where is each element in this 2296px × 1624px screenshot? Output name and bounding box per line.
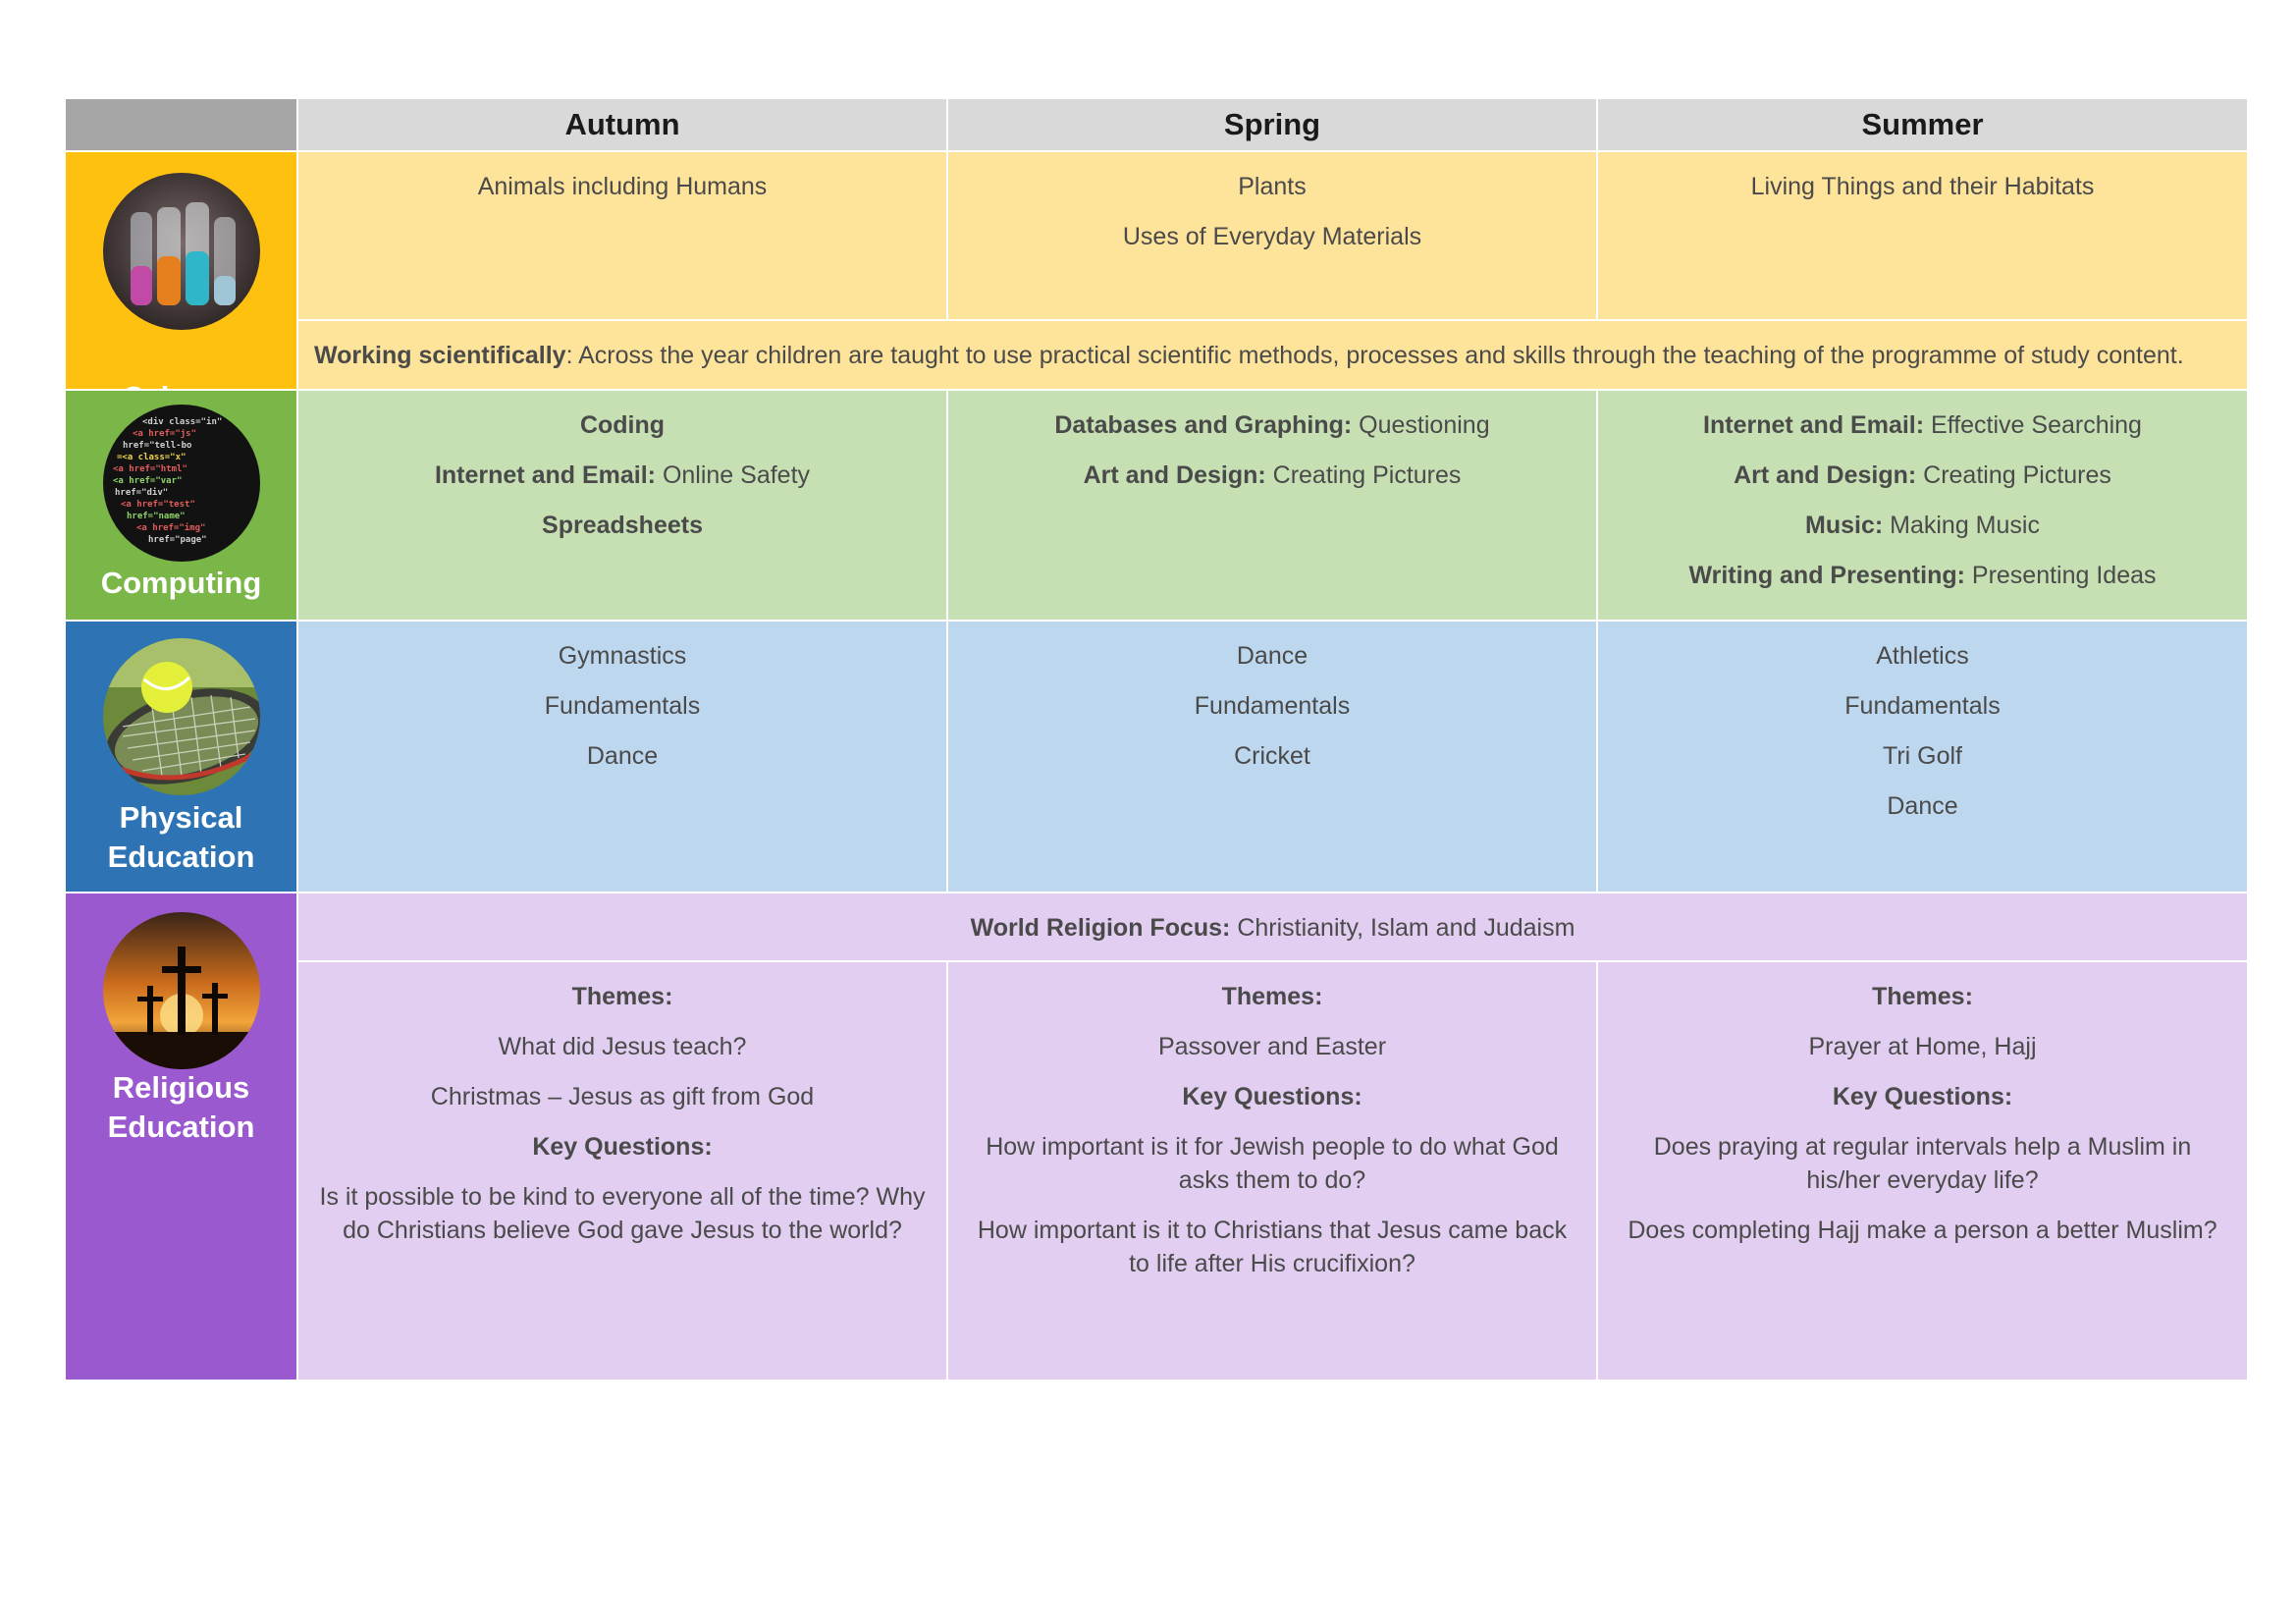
topic-detail: Making Music <box>1883 512 2040 539</box>
svg-text:<a href="test": <a href="test" <box>120 500 195 510</box>
theme-item: Passover and Easter <box>1157 1033 1387 1060</box>
pe-autumn-topic: Gymnastics <box>558 642 687 670</box>
world-religion-focus <box>298 893 2247 960</box>
key-question: How important is it to Christians that Jesus came back to life after His crucifixion? <box>977 1217 1568 1277</box>
science-spring-topic: Uses of Everyday Materials <box>1122 223 1422 250</box>
svg-text:href="page": href="page" <box>147 535 207 545</box>
science-summer-topic: Living Things and their Habitats <box>1750 173 2095 200</box>
header-summer: Summer <box>1598 99 2247 150</box>
pe-label-cell <box>66 622 296 892</box>
focus-text: Christianity, Islam and Judaism <box>1230 914 1575 942</box>
theme-item: Christmas – Jesus as gift from God <box>430 1083 815 1110</box>
re-autumn <box>298 962 946 1380</box>
pe-summer-topic: Fundamentals <box>1844 692 2001 720</box>
themes-heading: Themes: <box>1221 983 1323 1010</box>
test-tubes-icon <box>103 173 260 330</box>
svg-text:=<a class="x": =<a class="x" <box>116 453 186 462</box>
re-label-line1: Religious <box>112 1070 250 1105</box>
topic-title: Databases and Graphing: <box>1054 411 1353 439</box>
key-question: Does completing Hajj make a person a better Muslim? <box>1628 1217 2217 1244</box>
computing-label: Computing <box>100 566 262 600</box>
svg-text:<a href="js": <a href="js" <box>132 429 196 439</box>
computing-spring-topic <box>964 408 1580 442</box>
themes-heading: Themes: <box>571 983 673 1010</box>
computing-autumn <box>298 391 946 620</box>
key-questions-heading: Key Questions: <box>1832 1083 2013 1110</box>
computing-spring-topic <box>964 459 1580 492</box>
re-spring <box>948 962 1596 1380</box>
computing-summer-topic <box>1614 559 2231 592</box>
pe-summer-topic: Dance <box>1887 792 1958 820</box>
working-scientifically <box>298 321 2247 389</box>
svg-text:href="name": href="name" <box>126 512 186 521</box>
svg-text:<a href="var": <a href="var" <box>112 476 182 486</box>
topic-title: Internet and Email: <box>1703 411 1925 439</box>
code-screen-icon <box>103 405 260 562</box>
header-spring: Spring <box>948 99 1596 150</box>
key-questions-heading: Key Questions: <box>1182 1083 1362 1110</box>
crosses-sunset-icon <box>103 912 260 1069</box>
re-label-cell <box>66 893 296 1380</box>
key-questions-heading: Key Questions: <box>532 1133 713 1161</box>
pe-summer <box>1598 622 2247 892</box>
science-autumn-topic: Animals including Humans <box>477 173 768 200</box>
svg-text:<div class="in": <div class="in" <box>141 417 222 427</box>
topic-title: Spreadsheets <box>542 512 703 539</box>
topic-detail: Online Safety <box>656 461 811 489</box>
computing-spring <box>948 391 1596 620</box>
working-scientifically-text: : Across the year children are taught to use practical scientific methods, processes and skills through the teaching of the programme of study content. <box>565 342 2184 369</box>
tennis-ball-racket-icon <box>103 638 260 795</box>
svg-text:href="div": href="div" <box>114 488 168 498</box>
key-question: Is it possible to be kind to everyone all of the time? Why do Christians believe God gave Jesus to the world? <box>319 1183 926 1244</box>
key-question: How important is it for Jewish people to do what God asks them to do? <box>986 1133 1559 1194</box>
focus-title: World Religion Focus: <box>970 914 1231 942</box>
themes-heading: Themes: <box>1872 983 1973 1010</box>
computing-label-cell <box>66 391 296 620</box>
topic-detail: Effective Searching <box>1924 411 2142 439</box>
theme-item: Prayer at Home, Hajj <box>1808 1033 2037 1060</box>
pe-label-line1: Physical <box>119 800 243 835</box>
pe-autumn-topic: Dance <box>586 742 659 770</box>
pe-autumn-topic: Fundamentals <box>544 692 701 720</box>
topic-title: Art and Design: <box>1734 461 1917 489</box>
pe-summer-topic: Athletics <box>1876 642 1969 670</box>
re-label <box>66 1068 296 1147</box>
computing-summer-topic <box>1614 509 2231 542</box>
science-label-cell <box>66 152 296 389</box>
topic-detail: Creating Pictures <box>1265 461 1462 489</box>
svg-text:href="tell-bo: href="tell-bo <box>122 441 191 451</box>
curriculum-table <box>66 99 2241 1380</box>
header-autumn: Autumn <box>298 99 946 150</box>
topic-title: Coding <box>579 411 666 439</box>
topic-detail: Presenting Ideas <box>1964 562 2157 589</box>
topic-title: Internet and Email: <box>434 461 656 489</box>
pe-spring-topic: Fundamentals <box>1194 692 1351 720</box>
header-corner <box>66 99 296 150</box>
computing-autumn-topic <box>314 509 931 542</box>
pe-spring-topic: Dance <box>1236 642 1308 670</box>
pe-summer-topic: Tri Golf <box>1882 742 1963 770</box>
pe-spring-topic: Cricket <box>1234 742 1310 770</box>
pe-autumn <box>298 622 946 892</box>
science-autumn <box>298 152 946 319</box>
topic-detail: Questioning <box>1352 411 1490 439</box>
computing-summer-topic <box>1614 408 2231 442</box>
topic-detail: Creating Pictures <box>1916 461 2111 489</box>
key-question: Does praying at regular intervals help a Muslim in his/her everyday life? <box>1653 1133 2192 1194</box>
re-summer <box>1598 962 2247 1380</box>
topic-title: Music: <box>1805 512 1884 539</box>
theme-item: What did Jesus teach? <box>498 1033 747 1060</box>
re-label-line2: Education <box>107 1110 255 1144</box>
computing-summer-topic <box>1614 459 2231 492</box>
science-spring <box>948 152 1596 319</box>
computing-autumn-topic <box>314 408 931 442</box>
topic-title: Art and Design: <box>1083 461 1266 489</box>
working-scientifically-title: Working scientifically <box>314 342 566 369</box>
pe-label <box>66 798 296 877</box>
pe-label-line2: Education <box>107 839 255 874</box>
svg-text:<a href="img": <a href="img" <box>135 523 205 533</box>
computing-summer <box>1598 391 2247 620</box>
computing-autumn-topic <box>314 459 931 492</box>
science-spring-topic: Plants <box>1238 173 1307 200</box>
science-summer <box>1598 152 2247 319</box>
pe-spring <box>948 622 1596 892</box>
svg-text:<a href="html": <a href="html" <box>112 464 187 474</box>
topic-title: Writing and Presenting: <box>1688 562 1965 589</box>
